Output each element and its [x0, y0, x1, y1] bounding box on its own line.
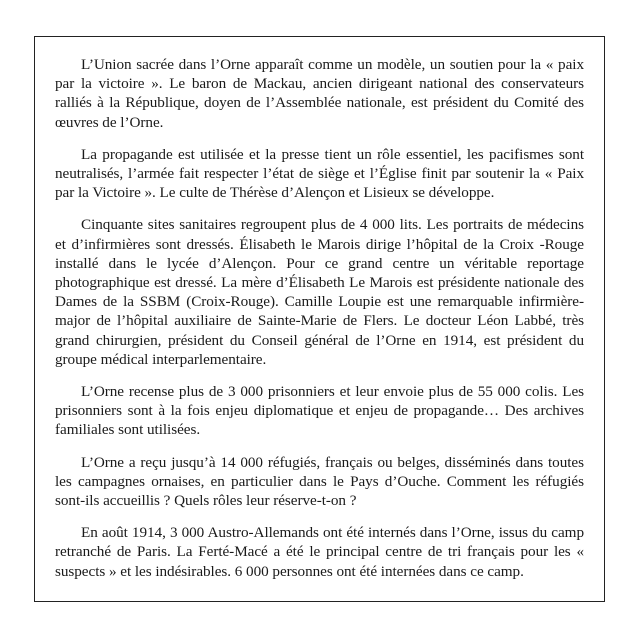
paragraph-propagande: La propagande est utilisée et la presse tient un rôle essentiel, les pacifismes sont neutralisés, l’armée fait respecter l’état de siège et l’Église finit par soutenir la « Paix par la Victoire ». Le culte de Thérèse d’Alençon et Lisieux se développe.: [55, 145, 584, 202]
text-frame: [34, 36, 605, 602]
paragraph-internes: En août 1914, 3 000 Austro-Allemands ont été internés dans l’Orne, issus du camp retranché de Paris. La Ferté-Macé a été le principal centre de tri français pour les « suspects » et les indésirables. 6 000 personnes ont été internées dans ce camp.: [55, 524, 584, 580]
paragraph-union-sacree: L’Union sacrée dans l’Orne apparaît comme un modèle, un soutien pour la « paix par la victoire ». Le baron de Mackau, ancien dirigeant national des conservateurs ralliés à la République, doyen de l’Assemblée nationale, est président du Comité des œuvres de l’Orne.: [55, 56, 584, 131]
paragraph-prisonniers: L’Orne recense plus de 3 000 prisonniers et leur envoie plus de 55 000 colis. Les prisonniers sont à la fois enjeu diplomatique et enjeu de propagande… Des archives familiales sont utilisées.: [55, 383, 584, 439]
paragraph-refugies: L’Orne a reçu jusqu’à 14 000 réfugiés, français ou belges, disséminés dans toutes les campagnes ornaises, en particulier dans le Pays d’Ouche. Comment les réfugiés sont-ils accueillis ? Quels rôles leur réserve-t-on ?: [55, 453, 584, 510]
paragraph-sites-sanitaires: Cinquante sites sanitaires regroupent plus de 4 000 lits. Les portraits de médecins et d’infirmières sont dressés. Élisabeth le Marois dirige l’hôpital de la Croix -Rouge installé dans le lycée d’Alençon. Pour ce grand centre un véritable reportage photographique est dressé. La mère d’Élisabeth Le Marois est présidente nationale des Dames de la SSBM (Croix-Rouge). Camille Loupie est une remarquable infirmière-major de l’hôpital auxiliaire de Sainte-Marie de Flers. Le docteur Léon Labbé, très grand chirurgien, président du Conseil général de l’Orne en 1914, est président du groupe médical interparlementaire.: [55, 216, 584, 368]
